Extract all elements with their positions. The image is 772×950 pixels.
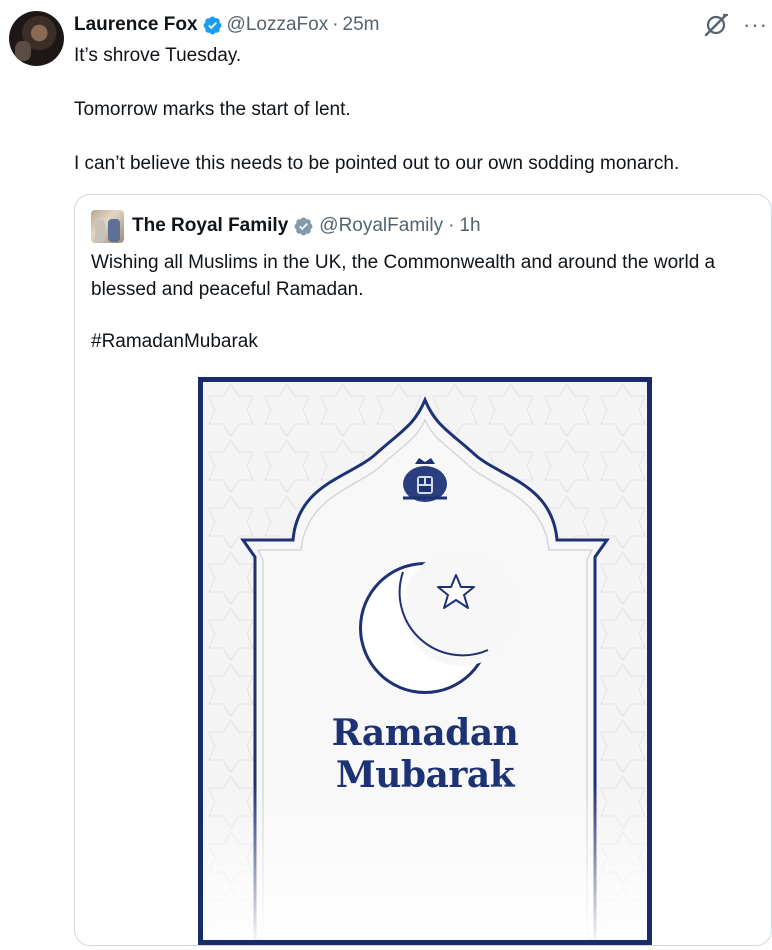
quoted-image[interactable]	[198, 377, 652, 945]
author-name[interactable]: Laurence Fox	[74, 14, 198, 35]
quoted-author-name[interactable]: The Royal Family	[132, 215, 289, 236]
image-title-line1: Ramadan	[331, 712, 519, 754]
tweet-body	[74, 43, 764, 176]
quoted-avatar[interactable]	[91, 210, 124, 243]
image-artwork	[203, 382, 647, 940]
quoted-body	[91, 249, 751, 355]
more-icon[interactable]: ···	[743, 12, 768, 37]
tweet-actions-top	[703, 12, 768, 38]
grok-icon[interactable]	[703, 12, 729, 38]
quoted-header	[91, 211, 481, 241]
image-title-line2: Mubarak	[335, 754, 515, 796]
quoted-tweet[interactable]	[74, 194, 772, 946]
quoted-author-handle[interactable]: @RoyalFamily	[319, 215, 444, 236]
tweet-line-3: I can’t believe this needs to be pointed out to our own sodding monarch.	[74, 153, 680, 174]
quoted-separator-dot: ·	[448, 215, 455, 236]
tweet-line-1: It’s shrove Tuesday.	[74, 45, 242, 66]
author-handle[interactable]: @LozzaFox	[226, 14, 329, 35]
author-avatar[interactable]	[9, 11, 64, 66]
tweet-timestamp[interactable]: 25m	[342, 14, 380, 35]
quoted-hashtag[interactable]: #RamadanMubarak	[91, 331, 258, 352]
verified-badge-icon	[202, 15, 223, 36]
quoted-timestamp[interactable]: 1h	[459, 215, 481, 236]
separator-dot: ·	[332, 14, 339, 35]
quoted-text: Wishing all Muslims in the UK, the Commonwealth and around the world a blessed and peaceful Ramadan.	[91, 252, 716, 300]
tweet-header	[74, 12, 380, 38]
tweet-line-2: Tomorrow marks the start of lent.	[74, 99, 351, 120]
gray-verified-badge-icon	[293, 216, 314, 237]
